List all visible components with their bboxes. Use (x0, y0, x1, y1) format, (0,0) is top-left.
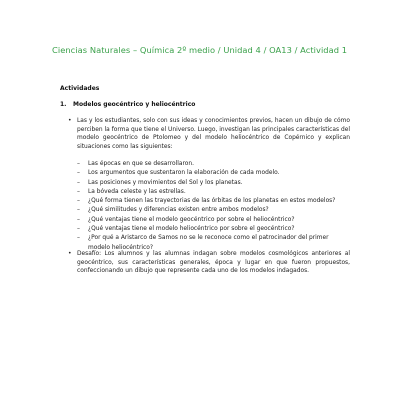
list-item (77, 197, 347, 206)
dash-marker: – (77, 226, 80, 233)
subsection-title: Modelos geocéntrico y heliocéntrico (73, 101, 196, 108)
list-item (77, 188, 347, 197)
page-header: Ciencias Naturales – Química 2º medio / Unidad 4 / OA13 / Actividad 1 (52, 45, 348, 55)
subsection-heading (60, 101, 195, 108)
bullet-marker: • (68, 250, 72, 257)
list-item-text: La bóveda celeste y las estrellas. (88, 188, 186, 195)
list-item-text: ¿Qué forma tienen las trayectorias de las órbitas de los planetas en estos modelos? (88, 198, 336, 205)
list-item-text: Los argumentos que sustentaron la elaboración de cada modelo. (88, 170, 280, 177)
list-item-text: ¿Qué similitudes y diferencias existen entre ambos modelos? (88, 207, 269, 214)
list-item (77, 179, 347, 188)
dash-marker: – (77, 179, 80, 186)
list-item (77, 169, 347, 178)
dash-marker: – (77, 170, 80, 177)
bullet-item-1 (68, 117, 350, 151)
bullet-marker: • (68, 117, 72, 124)
dash-marker: – (77, 235, 80, 242)
list-item (77, 206, 347, 215)
list-item-text: Las épocas en que se desarrollaron. (88, 161, 194, 167)
bullet-text-1: Las y los estudiantes, solo con sus ideas y conocimientos previos, hacen un dibujo de cómo perciben la forma que tiene el Universo. Luego, investigan las principales características del modelo geocéntrico de Ptolomeo y del modelo heliocéntrico de Copérnico y explican situaciones como las siguientes: (77, 118, 350, 150)
bullet-text-2: Desafío: Los alumnos y las alumnas indagan sobre modelos cosmológicos anteriores al geocéntrico, sus características generales, época y lugar en que fueron propuestos, confeccionando un dibujo que represente cada uno de los modelos indagados. (77, 251, 350, 275)
section-title: Actividades (60, 85, 100, 92)
list-item (77, 160, 347, 169)
list-item (77, 216, 347, 225)
list-item-text: ¿Qué ventajas tiene el modelo heliocéntrico por sobre el geocéntrico? (88, 226, 295, 233)
bullet-item-2 (68, 250, 350, 276)
dash-marker: – (77, 198, 80, 205)
subsection-number: 1. (60, 101, 67, 108)
dash-marker: – (77, 161, 80, 167)
dash-marker: – (77, 207, 80, 214)
list-item-text: ¿Por qué a Aristarco de Samos no se le reconoce como el patrocinador del primer modelo heliocéntrico? (88, 235, 329, 251)
dash-marker: – (77, 188, 80, 195)
dash-marker: – (77, 216, 80, 223)
question-list (77, 160, 347, 253)
list-item (77, 225, 347, 234)
list-item-text: ¿Qué ventajas tiene el modelo geocéntrico por sobre el heliocéntrico? (88, 216, 295, 223)
list-item-text: Las posiciones y movimientos del Sol y los planetas. (88, 179, 243, 186)
